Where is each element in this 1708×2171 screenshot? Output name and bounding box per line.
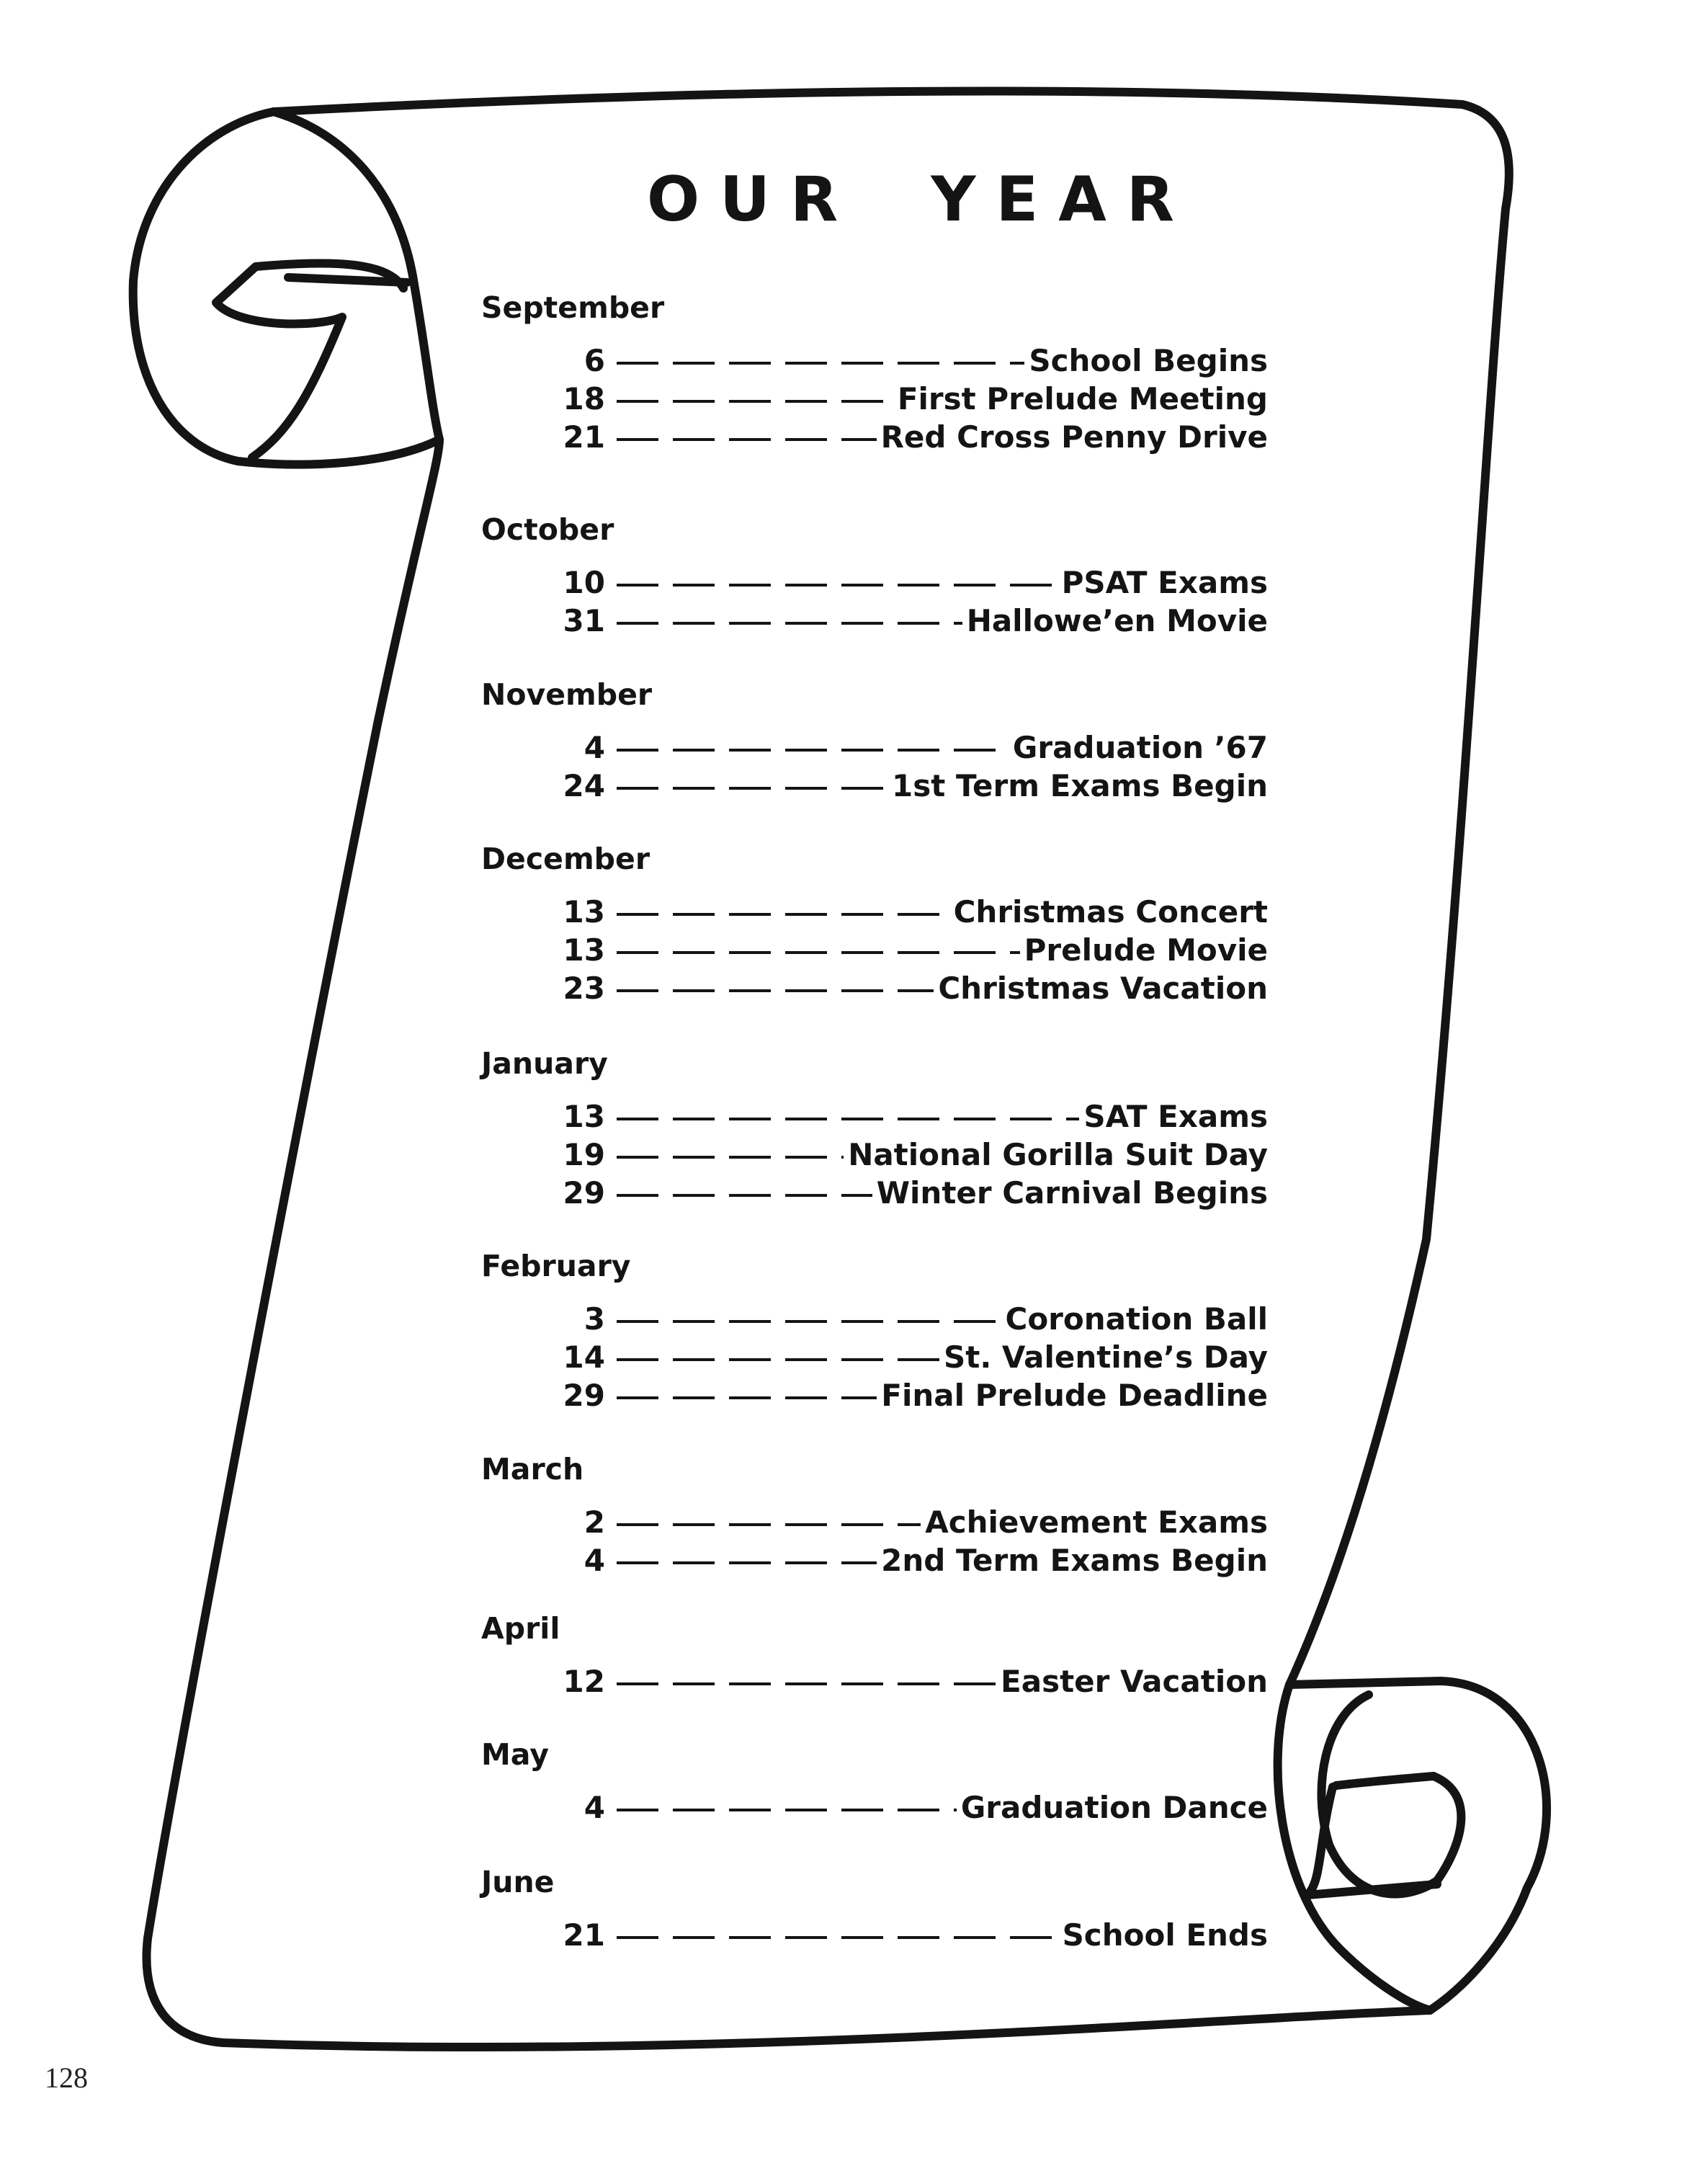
event-day: 4 [584,1790,605,1825]
event-name: National Gorilla Suit Day [848,1137,1268,1172]
month-heading: February [481,1249,631,1283]
dash-leader [617,1156,844,1159]
event-row [481,602,1268,640]
dash-leader [617,400,893,403]
event-name: 2nd Term Exams Begin [881,1543,1268,1578]
event-day: 4 [584,1543,605,1578]
event-day: 18 [563,381,605,416]
dash-leader [617,787,887,790]
month-heading: October [481,512,614,547]
month-section-february [481,1247,1268,1414]
event-row [481,1916,1268,1954]
dash-leader [617,951,1020,954]
event-row [481,563,1268,602]
event-day: 23 [563,971,605,1006]
dash-leader [617,438,877,441]
event-day: 24 [563,768,605,803]
event-name: Christmas Vacation [938,971,1268,1006]
event-day: 2 [584,1504,605,1540]
event-name: SAT Exams [1083,1099,1268,1134]
event-day: 4 [584,730,605,765]
dash-leader [617,1936,1058,1939]
month-section-december [481,839,1268,1007]
event-name: Easter Vacation [1001,1664,1268,1699]
bottom-curl-spiral [1321,1695,1461,1894]
month-section-october [481,510,1268,640]
dash-leader [617,1809,957,1811]
event-name: First Prelude Meeting [897,381,1268,416]
event-row [481,380,1268,418]
dash-leader [617,1320,1001,1323]
event-day: 12 [563,1664,605,1699]
event-name: Red Cross Penny Drive [880,419,1268,455]
event-name: Christmas Concert [953,894,1268,930]
event-row [481,418,1268,456]
event-name: St. Valentine’s Day [944,1339,1268,1375]
page-title [647,153,1194,246]
event-name: Graduation Dance [960,1790,1268,1825]
dash-leader [617,1561,877,1564]
event-name: PSAT Exams [1061,565,1268,600]
event-day: 14 [563,1339,605,1375]
event-day: 29 [563,1378,605,1413]
event-day: 10 [563,565,605,600]
month-section-november [481,675,1268,805]
event-row [481,1662,1268,1700]
event-name: Coronation Ball [1005,1301,1268,1337]
event-name: Final Prelude Deadline [881,1378,1268,1413]
event-day: 13 [563,1099,605,1134]
dash-leader [617,584,1058,587]
event-day: 6 [584,343,605,378]
page-number: 128 [45,2061,88,2094]
top-curl-spiral [216,263,403,458]
event-name: Graduation ’67 [1012,730,1268,765]
dash-leader [617,1358,939,1361]
event-row [481,1376,1268,1414]
month-section-january [481,1044,1268,1212]
event-row [481,1136,1268,1174]
event-day: 29 [563,1175,605,1211]
event-row [481,1503,1268,1541]
event-row [481,1097,1268,1136]
event-day: 31 [563,603,605,638]
event-row [481,342,1268,380]
dash-leader [617,1118,1079,1120]
event-row [481,931,1268,969]
month-section-april [481,1609,1268,1700]
event-day: 13 [563,894,605,930]
event-day: 3 [584,1301,605,1337]
top-curl-band [288,277,407,282]
dash-leader [617,1682,996,1685]
event-row [481,1788,1268,1827]
event-row [481,969,1268,1007]
event-day: 21 [563,1917,605,1953]
bottom-curl-inner [1278,1685,1430,2010]
month-heading: May [481,1737,549,1772]
event-day: 21 [563,419,605,455]
dash-leader [617,1194,872,1197]
event-day: 13 [563,932,605,968]
event-name: Winter Carnival Begins [876,1175,1268,1211]
title-word-year: YEAR [931,164,1194,236]
event-name: Prelude Movie [1024,932,1268,968]
event-name: School Ends [1062,1917,1268,1953]
event-name: Achievement Exams [925,1504,1268,1540]
dash-leader [617,1523,921,1526]
event-row [481,893,1268,931]
event-row [481,1300,1268,1338]
month-heading: December [481,842,650,876]
dash-leader [617,749,1009,752]
month-section-september [481,288,1268,456]
month-heading: November [481,677,653,712]
dash-leader [617,913,949,916]
month-section-june [481,1863,1268,1954]
event-name: 1st Term Exams Begin [892,768,1268,803]
event-row [481,1338,1268,1376]
dash-leader [617,362,1024,365]
event-row [481,728,1268,767]
month-heading: June [481,1865,555,1899]
event-name: School Begins [1029,343,1268,378]
month-heading: September [481,290,665,325]
event-name: Hallowe’en Movie [966,603,1268,638]
month-section-may [481,1735,1268,1827]
event-row [481,1174,1268,1212]
month-heading: March [481,1452,584,1486]
month-section-march [481,1450,1268,1579]
event-day: 19 [563,1137,605,1172]
dash-leader [617,1396,877,1399]
dash-leader [617,622,962,625]
month-heading: April [481,1611,560,1646]
title-word-our: OUR [647,164,859,236]
event-row [481,767,1268,805]
month-heading: January [481,1046,608,1081]
dash-leader [617,989,934,992]
event-row [481,1541,1268,1579]
